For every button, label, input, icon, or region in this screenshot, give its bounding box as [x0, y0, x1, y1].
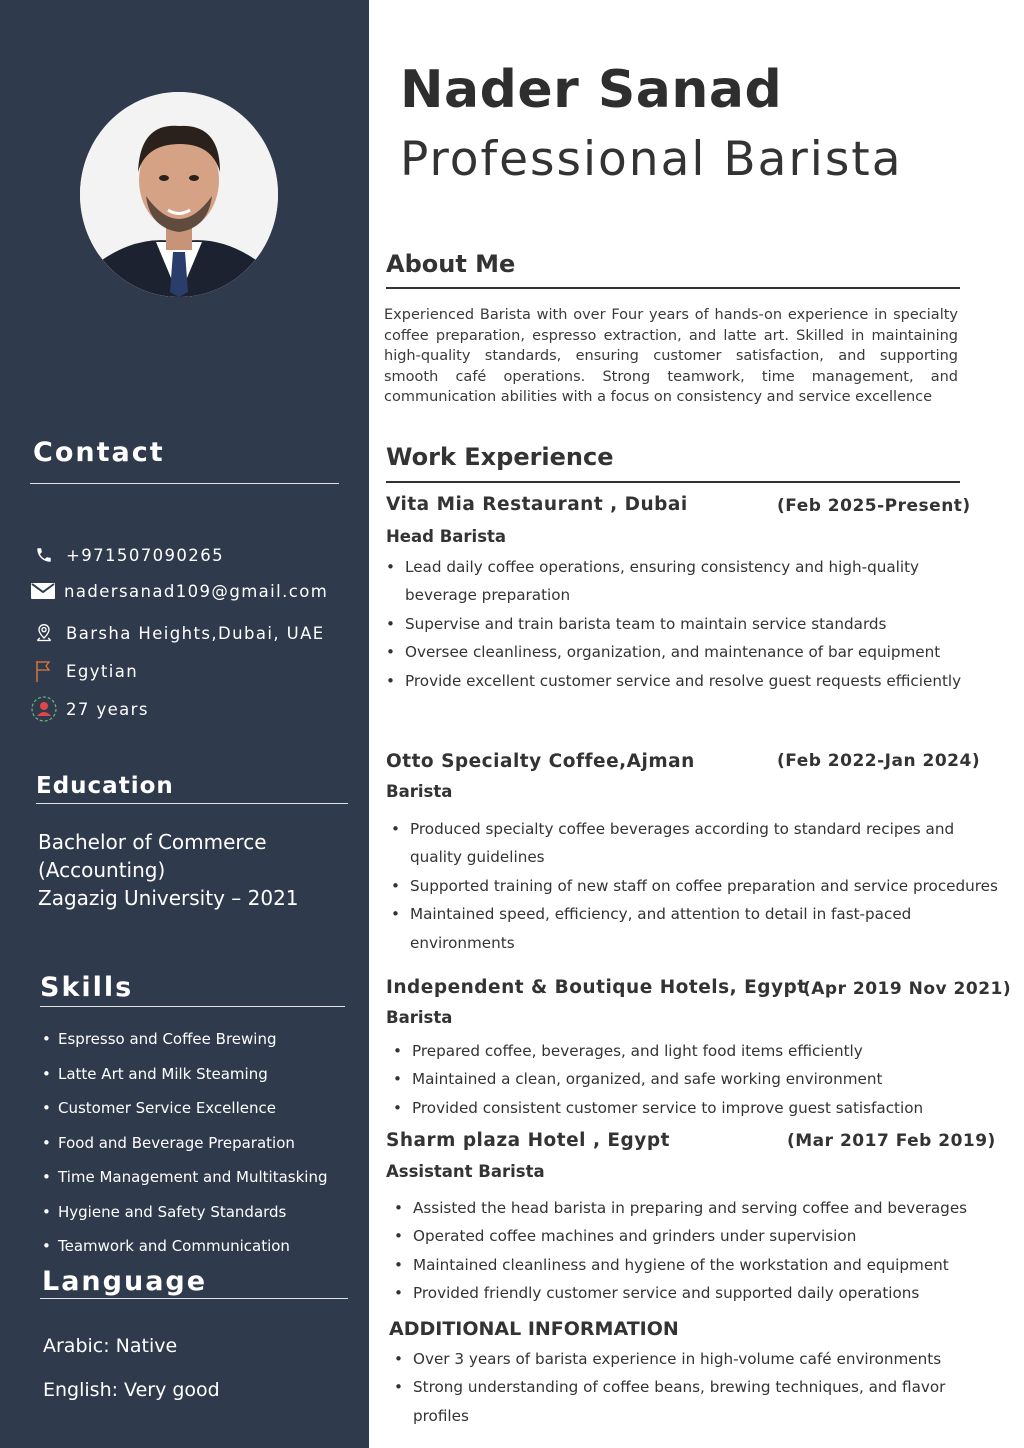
about-divider [386, 287, 960, 289]
job-dates: (Feb 2025-Present) [777, 496, 971, 516]
language-english: English: Very good [43, 1379, 220, 1401]
contact-email[interactable] [30, 579, 328, 603]
language-title: Language [42, 1266, 208, 1297]
flag-icon [30, 659, 58, 683]
skill-item: • Hygiene and Safety Standards [42, 1202, 287, 1221]
language-arabic: Arabic: Native [43, 1335, 178, 1357]
job-dates: (Mar 2017 Feb 2019) [787, 1131, 996, 1151]
list-item: • Provided consistent customer service to improve guest satisfaction [393, 1098, 924, 1117]
contact-title: Contact [33, 437, 165, 468]
contact-nationality [30, 659, 138, 683]
list-item: • Produced specialty coffee beverages according to standard recipes and quality guidelines [391, 820, 955, 867]
avatar [80, 92, 278, 297]
job-dates: (Apr 2019 Nov 2021) [803, 979, 1012, 999]
job-title: Head Barista [386, 527, 507, 546]
skills-title: Skills [40, 972, 134, 1003]
list-item: • Prepared coffee, beverages, and light food items efficiently [393, 1042, 863, 1060]
nationality-text: Egytian [66, 661, 139, 681]
about-title: About Me [386, 250, 516, 278]
list-item: • Supported training of new staff on coffee preparation and service procedures [391, 876, 998, 895]
contact-age [30, 697, 149, 721]
contact-location [30, 621, 325, 645]
job-title: Assistant Barista [386, 1162, 545, 1181]
language-divider [40, 1298, 348, 1299]
job-dates: (Feb 2022-Jan 2024) [777, 751, 981, 771]
mail-icon [30, 579, 56, 603]
sidebar [0, 0, 369, 1448]
list-item: • Assisted the head barista in preparing and serving coffee and beverages [394, 1199, 968, 1217]
job-company: Otto Specialty Coffee,Ajman [386, 751, 695, 772]
contact-phone[interactable] [30, 543, 224, 567]
education-divider [36, 803, 348, 804]
education-degree: Bachelor of Commerce [38, 830, 267, 854]
skill-item: • Latte Art and Milk Steaming [42, 1064, 268, 1083]
list-item: • Operated coffee machines and grinders under supervision [394, 1227, 857, 1246]
about-text: Experienced Barista with over Four years of hands-on experience in specialty coffee preparation, espresso extraction, and latte art. Skilled in maintaining high-quality standards, ensuring customer satisfaction, and supporting smooth café operations. Strong teamwork, time management, and communication abilities with a focus on consistency and service excellence [384, 307, 958, 406]
job-bullets [386, 553, 966, 695]
skill-item: • Food and Beverage Preparation [42, 1133, 295, 1152]
candidate-name: Nader Sanad [400, 60, 783, 120]
list-item: • Provided friendly customer service and supported daily operations [394, 1284, 920, 1303]
location-pin-icon [30, 621, 58, 645]
skills-divider [40, 1006, 345, 1007]
education-block [38, 828, 299, 912]
candidate-role: Professional Barista [400, 132, 903, 187]
list-item: • Maintained cleanliness and hygiene of the workstation and equipment [394, 1255, 949, 1274]
list-item: • Over 3 years of barista experience in high-volume café environments [394, 1350, 942, 1368]
work-title: Work Experience [386, 443, 614, 471]
profile-photo [80, 92, 278, 297]
list-item: • Supervise and train barista team to maintain service standards [386, 614, 887, 633]
contact-divider [30, 483, 339, 484]
age-text: 27 years [66, 699, 149, 719]
phone-text: +971507090265 [66, 545, 224, 565]
job-title: Barista [386, 782, 453, 801]
list-item: • Oversee cleanliness, organization, and maintenance of bar equipment [386, 643, 941, 662]
list-item: • Maintained a clean, organized, and safe working environment [393, 1070, 883, 1089]
phone-icon [30, 543, 58, 567]
job-company: Independent & Boutique Hotels, Egypt [386, 977, 807, 998]
job-title: Barista [386, 1008, 453, 1027]
list-item: • Provide excellent customer service and resolve guest requests efficiently [386, 671, 962, 690]
job-bullets [393, 1037, 1003, 1122]
email-text: nadersanad109@gmail.com [64, 581, 329, 601]
additional-title: ADDITIONAL INFORMATION [389, 1318, 679, 1340]
person-icon [30, 697, 58, 721]
skill-item: • Time Management and Multitasking [42, 1168, 328, 1186]
additional-bullets [394, 1345, 994, 1430]
work-divider [386, 481, 960, 483]
list-item: • Maintained speed, efficiency, and attention to detail in fast-paced environments [391, 905, 912, 952]
education-title: Education [36, 773, 174, 799]
skills-list [42, 1025, 327, 1267]
skill-item: • Espresso and Coffee Brewing [42, 1030, 277, 1048]
job-company: Vita Mia Restaurant , Dubai [386, 494, 688, 515]
job-company: Sharm plaza Hotel , Egypt [386, 1130, 670, 1151]
job-bullets [391, 815, 1001, 957]
list-item: • Lead daily coffee operations, ensuring consistency and high-quality beverage preparation [386, 558, 920, 605]
education-major: (Accounting) [38, 858, 166, 882]
education-school: Zagazig University – 2021 [38, 886, 299, 910]
list-item: • Strong understanding of coffee beans, brewing techniques, and flavor profiles [394, 1378, 946, 1425]
skill-item: • Teamwork and Communication [42, 1237, 290, 1255]
job-bullets [394, 1194, 1004, 1308]
skill-item: • Customer Service Excellence [42, 1099, 276, 1117]
location-text: Barsha Heights,Dubai, UAE [66, 623, 325, 643]
